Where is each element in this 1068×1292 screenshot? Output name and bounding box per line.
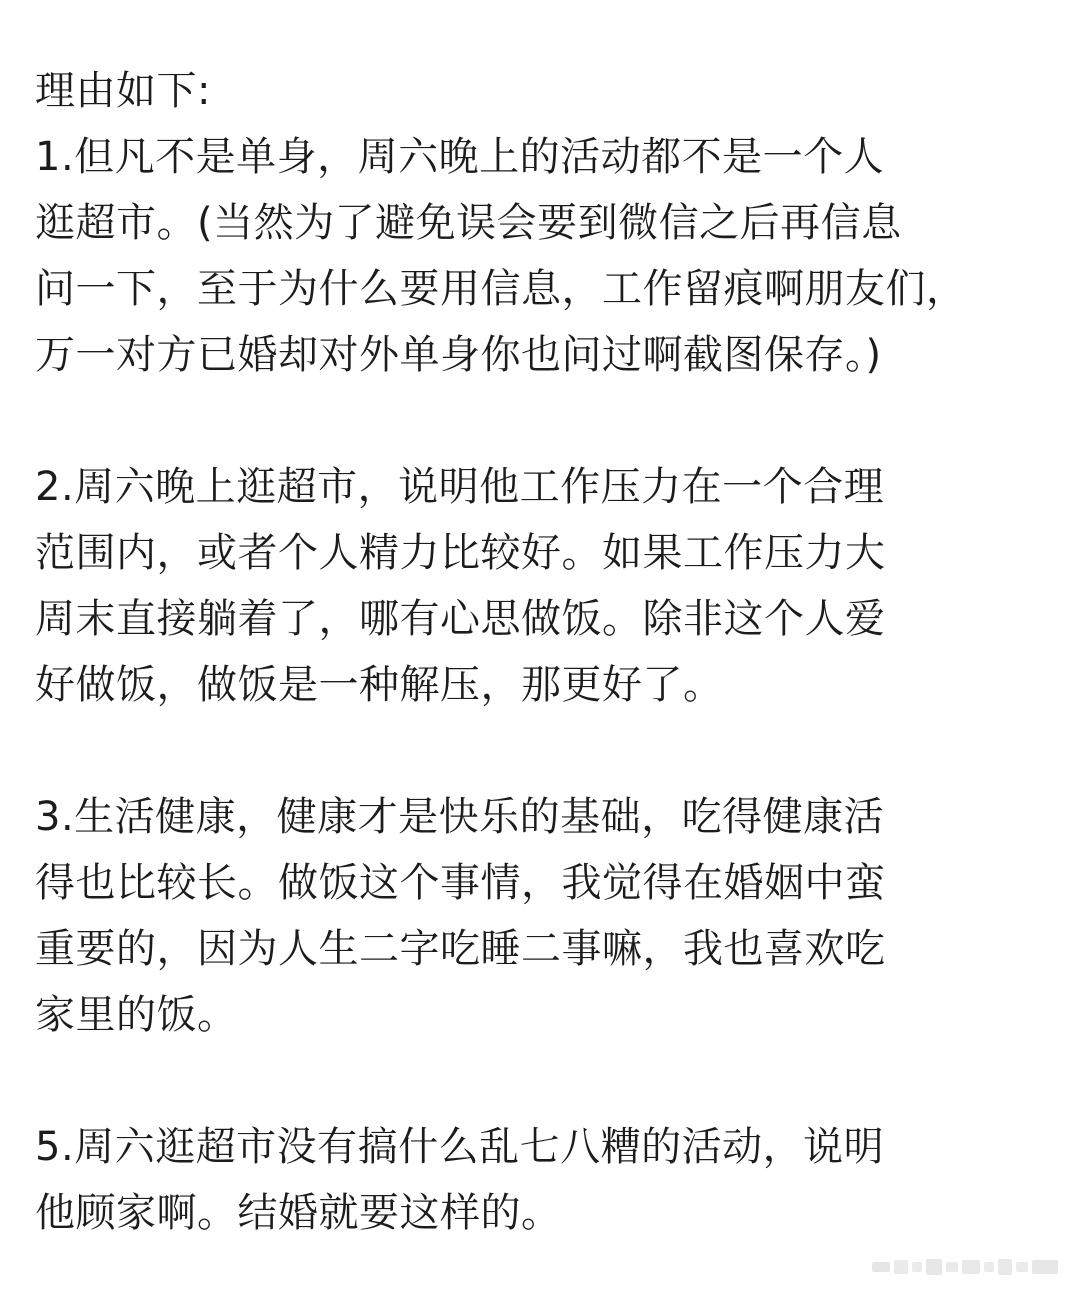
intro-line: 理由如下: [35, 68, 211, 114]
paragraph-line: 问一下，至于为什么要用信息，工作留痕啊朋友们， [35, 266, 967, 312]
paragraph-line: 2.周六晚上逛超市，说明他工作压力在一个合理 [35, 464, 885, 510]
paragraph-line: 1.但凡不是单身，周六晚上的活动都不是一个人 [35, 134, 885, 180]
paragraph-line: 3.生活健康，健康才是快乐的基础，吃得健康活 [35, 794, 885, 840]
paragraph-line: 他顾家啊。结婚就要这样的。 [35, 1190, 562, 1236]
paragraph-gap [35, 1048, 1045, 1114]
paragraph-line: 重要的，因为人生二字吃睡二事嘛，我也喜欢吃 [35, 926, 886, 972]
paragraph-2 [35, 454, 1045, 718]
paragraph-line: 好做饭，做饭是一种解压，那更好了。 [35, 662, 724, 708]
paragraph-3 [35, 784, 1045, 1048]
paragraph-line: 周末直接躺着了，哪有心思做饭。除非这个人爱 [35, 596, 886, 642]
watermark-icon [870, 1256, 1060, 1278]
paragraph-5 [35, 1114, 1045, 1246]
paragraph-1 [35, 124, 1045, 388]
paragraph-gap [35, 718, 1045, 784]
paragraph-line: 逛超市。(当然为了避免误会要到微信之后再信息 [35, 200, 902, 246]
paragraph-line: 家里的饭。 [35, 992, 238, 1038]
paragraph-line: 5.周六逛超市没有搞什么乱七八糟的活动，说明 [35, 1124, 885, 1170]
paragraph-line: 范围内，或者个人精力比较好。如果工作压力大 [35, 530, 886, 576]
watermark-logo [870, 1256, 1060, 1278]
document-body [35, 58, 1045, 1246]
paragraph-line: 得也比较长。做饭这个事情，我觉得在婚姻中蛮 [35, 860, 886, 906]
paragraph-gap [35, 388, 1045, 454]
paragraph-line: 万一对方已婚却对外单身你也问过啊截图保存。) [35, 332, 882, 378]
